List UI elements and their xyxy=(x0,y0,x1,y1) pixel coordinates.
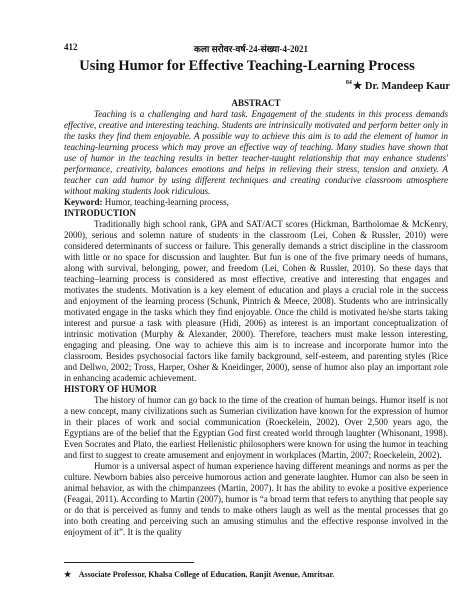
star-icon: ★ xyxy=(64,570,72,579)
history-paragraph-1: The history of humor can go back to the time of the creation of human beings. Humor itself is not a new concept, many civilizations such as Sumerian civilization have known for the expression of humor in their places of work and social communication (Roeckelein, 2002). Over 2,500 years ago, the Egyptians are of the belief that the Egyptian God first created world through laughter (Whisonant, 1998). Even Socrates and Plato, the earliest Hellenistic philosophers were known for using the humor in teaching and first to suggest to create amusement and enjoyment in workplaces (Martin, 2007; Roeckelein, 2002). xyxy=(64,395,448,460)
keywords-text: Humor, teaching-learning process, xyxy=(104,197,229,207)
journal-title: कला सरोवर-वर्ष-24-संख्या-4-2021 xyxy=(194,44,308,54)
introduction-heading: INTRODUCTION xyxy=(64,208,137,218)
footnote-marker: 84 xyxy=(345,80,352,86)
author-name: ★ Dr. Mandeep Kaur xyxy=(352,81,450,92)
abstract-heading: ABSTRACT xyxy=(231,98,281,108)
history-heading: HISTORY OF HUMOR xyxy=(64,384,157,394)
introduction-paragraph: Traditionally high school rank, GPA and SAT/ACT scores (Hickman, Bartholomae & McKenry, 2000), serious and solemn nature of students in the classroom (Lei, Cohen & Russler, 2010) were considered determinants of success or failure. This generally demands a strict discipline in the classroom with little or no space for discussion and laughter. But fun is one of the five primary needs of humans, along with survival, belonging, power, and freedom (Lei, Cohen & Russler, 2010). So these days that teaching–learning process is considered as most effective, creative and interesting that engages and motivates the students. Motivation is a key element of education and plays a crucial role in the success and enjoyment of the learning process (Schunk, Pintrich & Meece, 2008). Students who are intrinsically motivated engage in the tasks which they find enjoyable. Once the child is motivated he/she starts taking interest and pursue a task with pleasure (Hidi, 2006) as interest is an important conceptualization of intrinsic motivation (Murphy & Alexander, 2000). Therefore, teachers must make lesson interesting, engaging and pleasing. One way to achieve this aim is to increase and incorporate humor into the classroom. Besides psychosocial factors like family background, self-esteem, and parenting styles (Rice and Dellwo, 2002; Tross, Harper, Osher & Kneidinger, 2000), sense of humor also play an important role in enhancing academic achievement. xyxy=(64,219,448,383)
footnote-divider xyxy=(64,562,194,563)
footnote-text: Associate Professor, Khalsa College of Education, Ranjit Avenue, Amritsar. xyxy=(78,570,335,579)
running-header xyxy=(64,42,454,56)
keywords-line xyxy=(64,197,448,208)
article-body xyxy=(64,98,448,538)
author-line xyxy=(346,80,450,92)
article-title: Using Humor for Effective Teaching-Learning Process xyxy=(79,58,415,74)
keywords-label: Keyword: xyxy=(64,197,103,207)
footnote xyxy=(64,570,448,579)
abstract-text: Teaching is a challenging and hard task. Engagement of the students in this process demands effective, creative and interesting teaching. Students are intrinsically motivated and perform better only in the tasks they find them enjoyable. A possible way to achieve this aim is to add the element of humor in teaching-learning process which may prove an effective way of teaching. Many studies have shown that use of humor in the teaching results in better teacher-taught relationship that may enhance students' performance, creativity, balances emotions and helps in relieving their stress, tension and anxiety. A teacher can add humor by using different techniques and creating conducive classroom atmosphere without making students look ridiculous. xyxy=(64,109,448,196)
history-paragraph-2: Humor is a universal aspect of human experience having different meanings and norms as per the culture. Newborn babies also perceive humorous action and generate laughter. Humor can also be seen in animal behavior, as with the chimpanzees (Martin, 2007). It has the ability to evoke a positive experience (Feagai, 2011). According to Martin (2007), humor is “a broad term that refers to anything that people say or do that is perceived as funny and tends to make others laugh as well as the mental processes that go into both creating and perceiving such an amusing stimulus and the effective response involved in the enjoyment of it”. It is the quality xyxy=(64,461,448,537)
page-number: 412 xyxy=(64,42,78,52)
